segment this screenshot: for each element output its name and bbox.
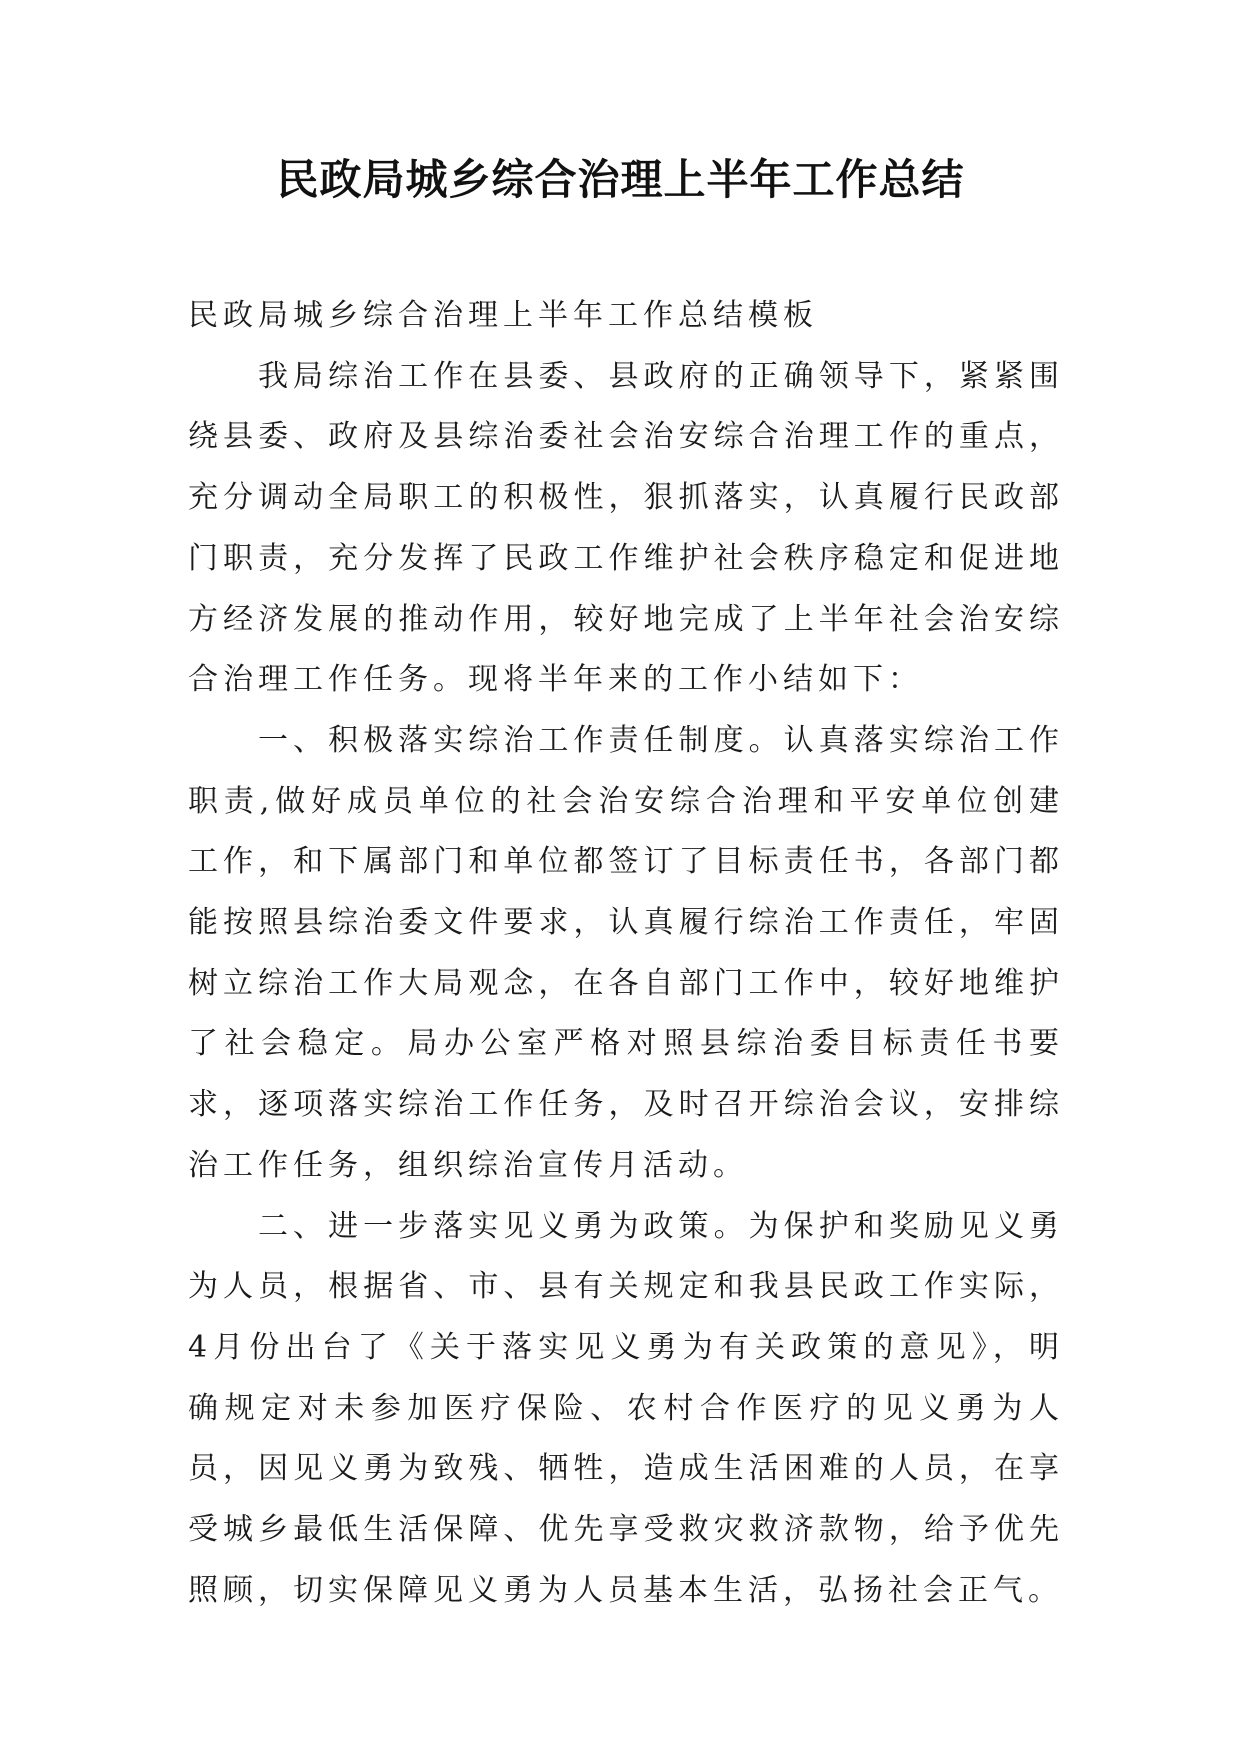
subtitle-paragraph: 民政局城乡综合治理上半年工作总结模板 — [188, 298, 818, 333]
document-body — [188, 286, 1064, 1621]
section-one-paragraph: 一、积极落实综治工作责任制度。认真落实综治工作职责,做好成员单位的社会治安综合治理和平安单位创建工作，和下属部门和单位都签订了目标责任书，各部门都能按照县综治委文件要求，认真履行综治工作责任，牢固树立综治工作大局观念，在各自部门工作中，较好地维护了社会稳定。局办公室严格对照县综治委目标责任书要求，逐项落实综治工作任务，及时召开综治会议，安排综治工作任务，组织综治宣传月活动。 — [188, 722, 1064, 1183]
intro-paragraph: 我局综治工作在县委、县政府的正确领导下，紧紧围绕县委、政府及县综治委社会治安综合治理工作的重点，充分调动全局职工的积极性，狠抓落实，认真履行民政部门职责，充分发挥了民政工作维护社会秩序稳定和促进地方经济发展的推动作用，较好地完成了上半年社会治安综合治理工作任务。现将半年来的工作小结如下： — [188, 358, 1064, 698]
section-two-paragraph: 二、进一步落实见义勇为政策。为保护和奖励见义勇为人员，根据省、市、县有关规定和我县民政工作实际，4月份出台了《关于落实见义勇为有关政策的意见》，明确规定对未参加医疗保险、农村合作医疗的见义勇为人员，因见义勇为致残、牺牲，造成生活困难的人员，在享受城乡最低生活保障、优先享受救灾救济款物，给予优先照顾，切实保障见义勇为人员基本生活，弘扬社会正气。 — [188, 1208, 1064, 1608]
document-title: 民政局城乡综合治理上半年工作总结 — [276, 155, 965, 204]
